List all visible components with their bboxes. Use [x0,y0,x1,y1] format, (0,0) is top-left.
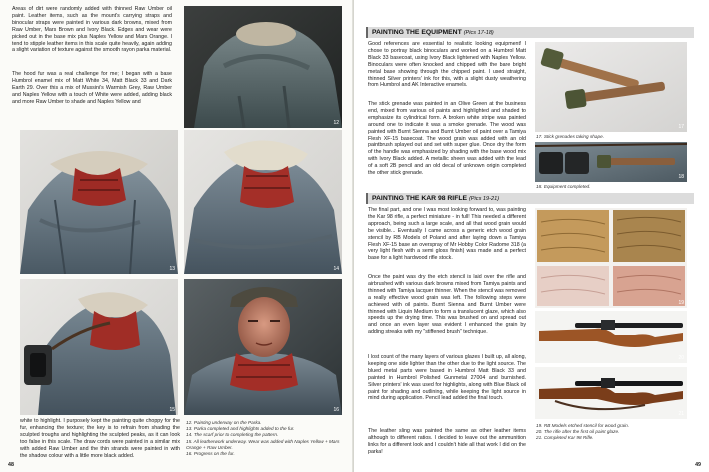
section-heading-equipment [366,27,694,38]
caption-15-cont: Orange + Raw Umber. [186,444,233,450]
right-bottom-captions [536,423,629,442]
caption-13: 13. Parka completed and highlights added to the fur. [186,426,295,432]
photo-number: 17 [678,124,684,130]
page-number-right: 49 [695,462,701,468]
body-text-fur: The hood fur was a real challenge for me; I began with a base Humbrol enamel mix of Matt White 34, Matt Black 33 and Dark Earth 29. Over this a mix of Mussini's Warmish Grey, Raw Umber and Naples Yellow with a touch of White were added, adding black and more Raw Umber to shade and Naples Yellow and [12,71,172,105]
page-number-left: 48 [8,462,14,468]
heading-rifle-pics: (Pics 19-21) [468,195,500,202]
body-text-grenade: The stick grenade was painted in an Olive Green at the business end, mixed from various oil paints and highlighted and shaded to emphasize its cylindrical form. A broken white stripe was painted around one to indicate it was a smoke grenade. The wood was painted with Burnt Sienna and Burnt Umber oil paint over a Tamiya Flesh XF-15 basecoat. The wood grain was added with an old paintbrush splayed out and set with super glue. Once dry the form of the handle was emphasized by shading with the base wood mix with Ivory Black added. A metallic sheen was added with the lead of a soft 2B pencil and an old decal of unknown origin completed the other stick grenade. [368,101,526,177]
photo-12-parka-painting [184,6,342,128]
photo-number: 18 [678,174,684,180]
photo-number: 15 [169,407,175,413]
photo-18-equipment-completed [535,142,687,182]
caption-20: 20. The rifle after the first oil paint glaze. [536,429,620,435]
photo-number: 20 [678,355,684,361]
left-page [0,0,354,472]
body-text-dirt: Areas of dirt were randomly added with thinned Raw Umber oil paint. Leather items, such as the mount's carrying straps and binocular straps were painted in various dark browns, mixed from Raw Umber, Mars Brown and Ivory Black. Edges and wear were picked out in the base mix plus Naples Yellow and Mars Orange. I tend to stipple leather items in this scale quite heavily, again adding a slight variation of texture against the smooth rayon parka material. [12,6,172,54]
photo-number: 21 [678,411,684,417]
photo-14-scarf [184,130,342,274]
heading-equipment: PAINTING THE EQUIPMENT [372,28,462,36]
photo-21-rifle-completed [535,367,687,419]
caption-16: 16. Progress on the fur. [186,451,235,457]
caption-12: 12. Painting underway on the Parka. [186,420,262,425]
photo-number: 19 [678,300,684,306]
body-text-rifle-stencil: Once the paint was dry the etch stencil is laid over the rifle and airbrushed with various dark browns mixed from Tamiya paints and thinned with Tamiya lacquer thinner. When the stencil was removed a really effective wood grain was left. The following steps were achieved with oil paints. Burnt Sienna and Burnt Umber were thinned with Liquin Medium to form a translucent glaze, which also speeds up the drying time. This was brushed on and spread out and once an even layer was evident I enhanced the grain by adding streaks with my "stiffened brush" technique. [368,274,526,336]
right-page [354,0,709,472]
caption-18: 18. Equipment completed. [536,184,591,189]
photo-number: 16 [333,407,339,413]
photo-13-parka-completed [20,130,178,274]
photo-19-wood-stencil [535,208,687,308]
left-captions [186,420,346,457]
photo-number: 14 [333,266,339,272]
caption-21: 21. Completed Kar 98 Rifle. [536,435,594,441]
caption-15: 15. All leatherwork underway. Wear was added with Naples Yellow + Mars [186,438,340,444]
photo-16-fur-progress [184,279,342,415]
caption-19: 19. RB Models etched stencil for wood grain. [536,423,630,428]
photo-number: 13 [169,266,175,272]
caption-14: 14. The scarf prior to completing the pattern. [186,432,279,438]
caption-17: 17. Stick grenades taking shape. [536,134,605,139]
body-text-rifle-intro: The final part, and one I was most looking forward to, was painting the Kar 98 rifle, a perfect miniature - in full! This needed a different approach, being such a large scale, and all that wood grain would be visible... Eventually I came across a generic etch wood grain stencil by RB Models of Poland and after laying down a Tamiya Flesh XF-15 base an overspray of Mr Hobby Color Radome 318 (a very light flesh with a semi gloss finish) was made and a perfect base for a light hardwood rifle stock. [368,207,526,262]
body-text-binoculars: Good references are essential to realistic looking equipment! I chose to portray black binoculars and worked on a Humbrol Matt Black 33 basecoat, using Ivory Black lightened with Naples Yellow. Binoculars were often knocked and chipped with the bare bright metal base showing through the chipped paint. I used straight, thinned Silver printers' ink for this, with a slight dusty weathering from Humbrol and AK Interactive enamels. [368,41,526,89]
body-text-rifle-sling: The leather sling was painted the same as other leather items although to different ratios. I decided to leave out the ammunition links for a different look and I couldn't hide all that work I did on the parka! [368,428,526,455]
heading-rifle: PAINTING THE KAR 98 RIFLE [372,194,468,202]
photo-17-stick-grenades [535,42,687,132]
heading-equipment-pics: (Pics 17-18) [463,29,494,36]
body-text-highlight: white to highlight. I purposely kept the painting quite choppy for the fur, enhancing the texture; the key is to refrain from shading the sculpted troughs and highlighting the sculpted peaks, as it can look too false in this scale. The draw cords were painted in a similar mix with added Raw Umber and the thin strands were painted in with the shadow colour with a little more black added. [20,418,180,459]
body-text-rifle-glazes: I lost count of the many layers of various glazes I built up, all along, keeping one side lighter than the other due to the light source. The blued metal parts were based in Humbrol Matt Black 33 and painted in Humbrol Polished Gunmetal 27004 and burnished. Silver printers' ink was used for highlights, along with Blue Black oil paint for shading and outlining, while keeping the light source in mind during application. Pencil lead added the final touch. [368,354,526,402]
photo-20-rifle-glaze [535,311,687,363]
photo-number: 12 [333,120,339,126]
section-heading-rifle [366,193,694,204]
photo-15-leatherwork [20,279,178,415]
